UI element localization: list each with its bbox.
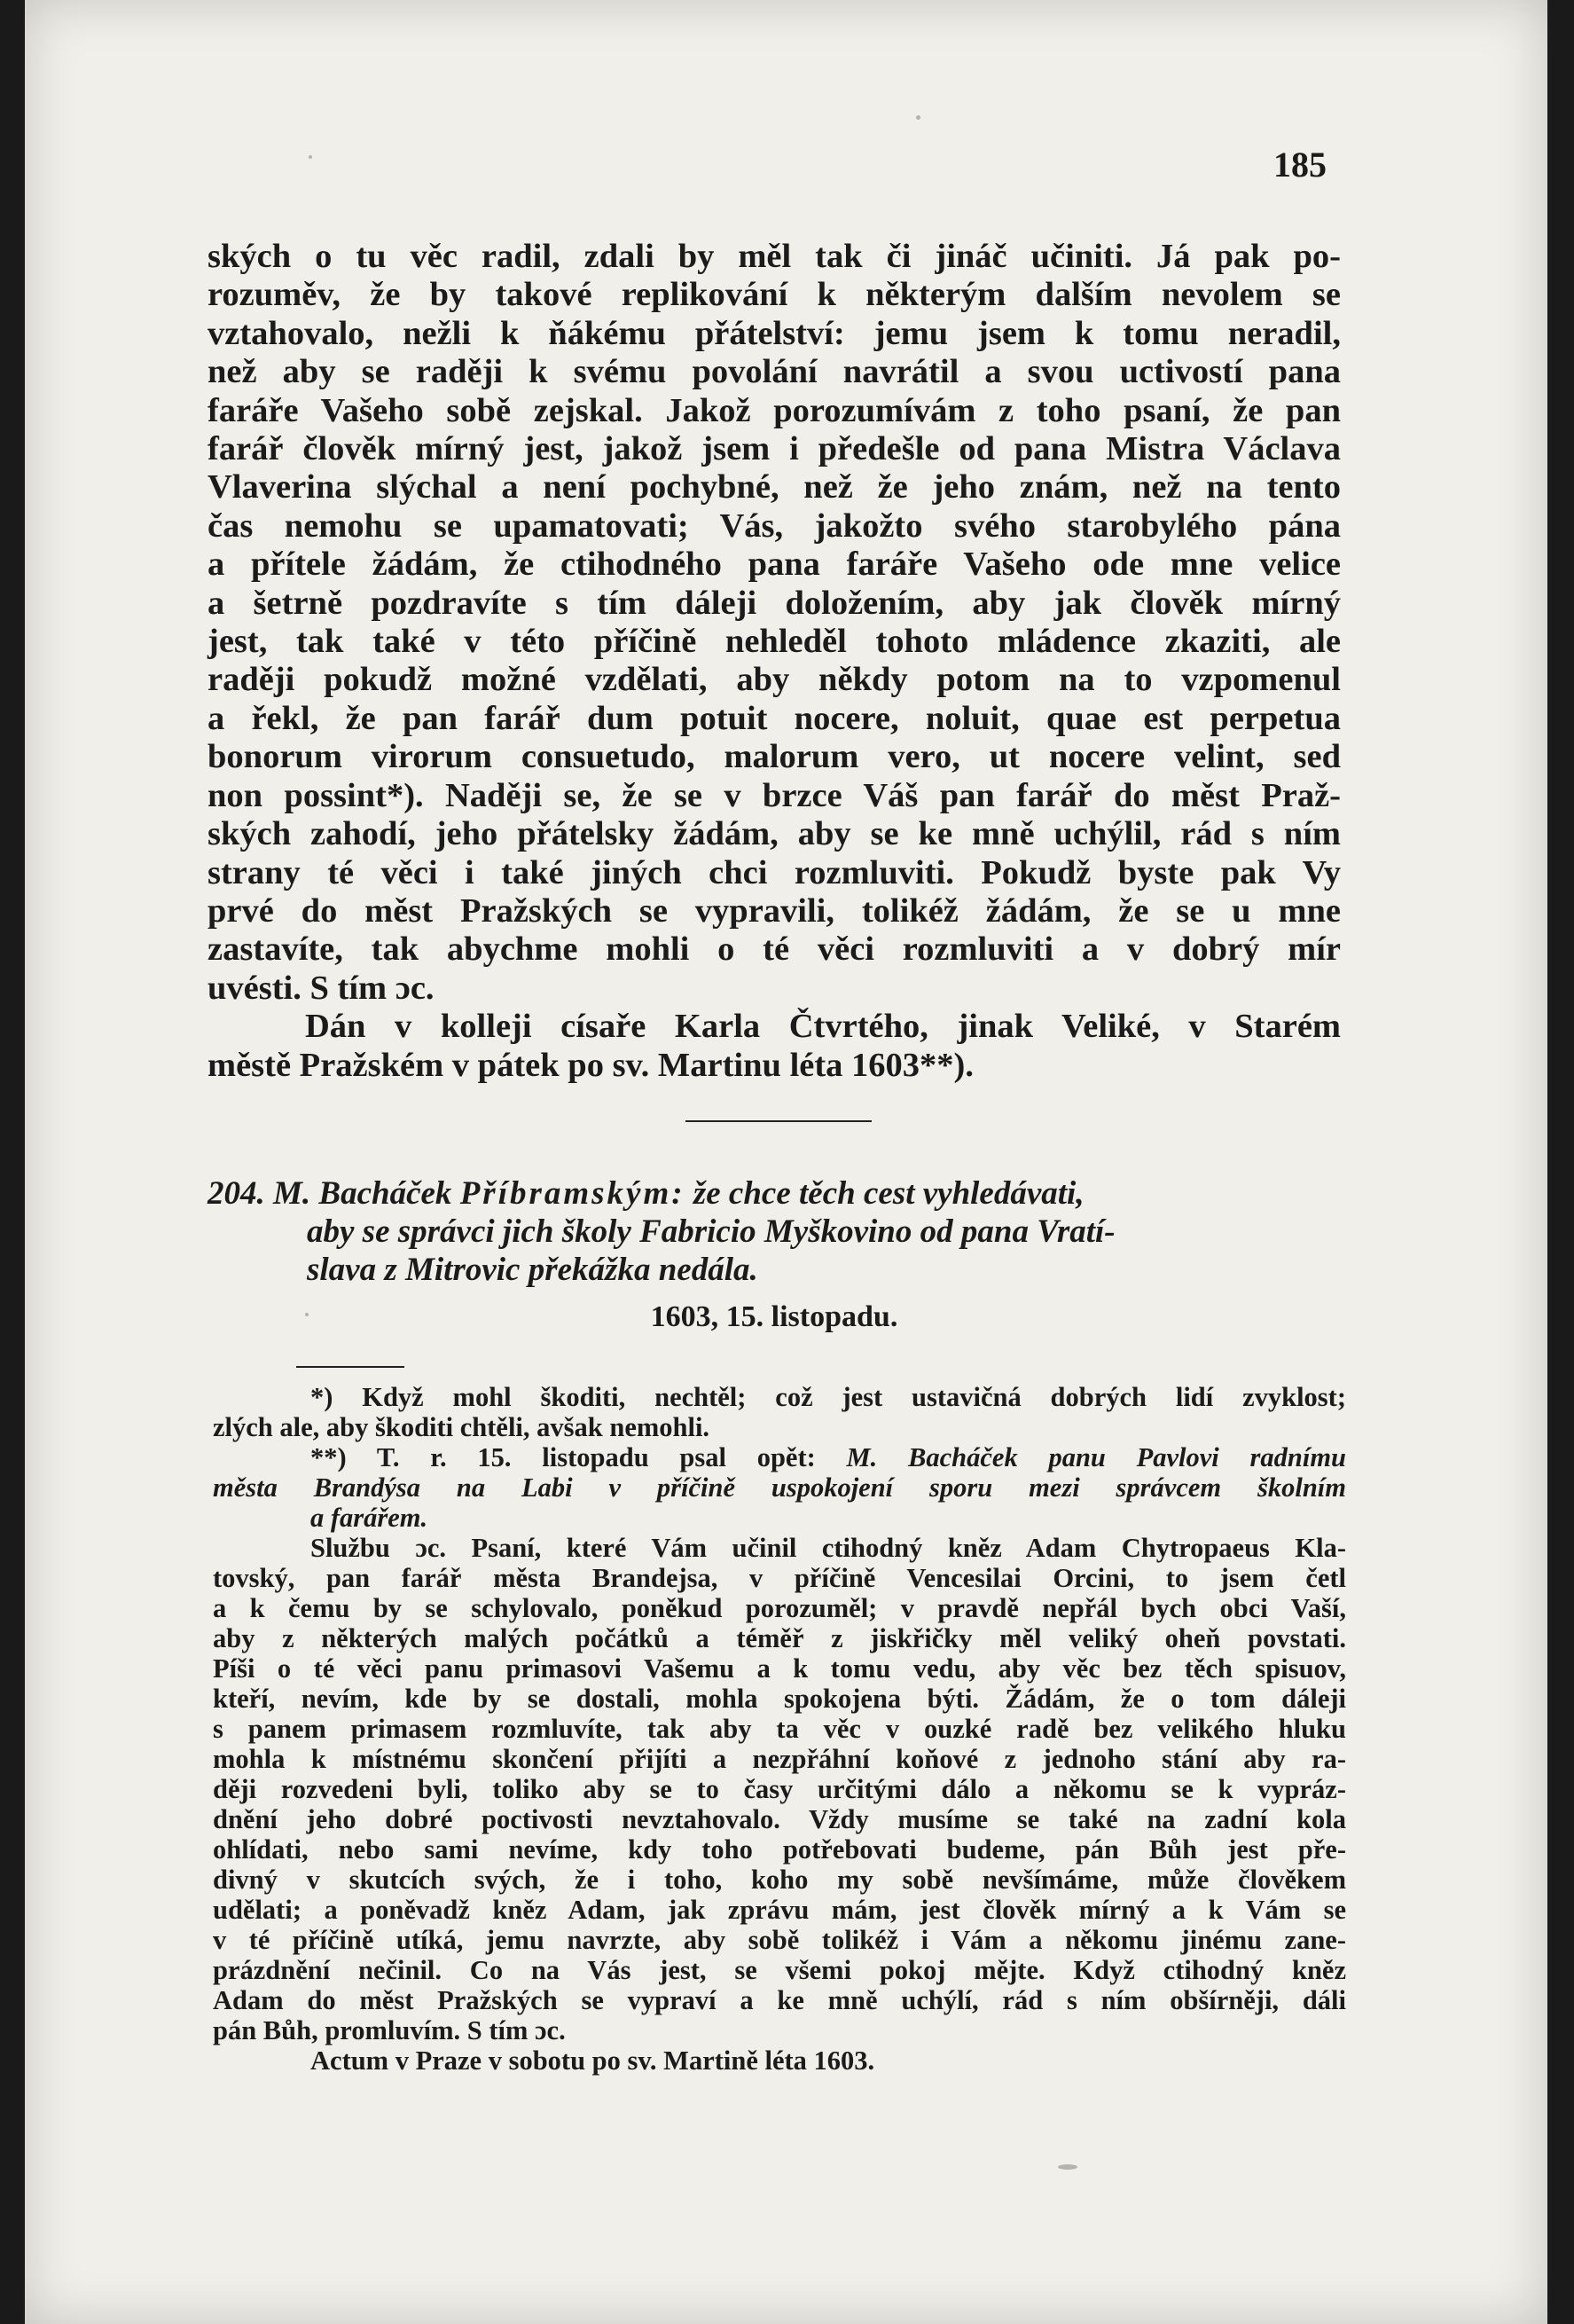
- footnote-line: [213, 1442, 1346, 1472]
- text-line: strany té věci i také jiných chci rozmluviti. Pokudž byste pak Vy: [208, 853, 1341, 891]
- footnote-line: divný v skutcích svých, že i toho, koho my sobě nevšímáme, může člověkem: [213, 1865, 1346, 1895]
- text-line: faráře Vašeho sobě zejskal. Jakož porozumívám z toho psaní, že pan: [208, 391, 1341, 429]
- letter-recipient: Příbramským:: [459, 1175, 685, 1212]
- footnote-closing: Actum v Praze v sobotu po sv. Martině léta 1603.: [310, 2045, 875, 2076]
- text-line: než aby se raději k svému povolání navrátil a svou uctivostí pana: [208, 353, 1341, 391]
- footnote-line: *) Když mohl škoditi, nechtěl; což jest ustavičná dobrých lidí zvyklost;: [310, 1382, 1346, 1412]
- letter-heading: [208, 1174, 1341, 1289]
- footnote-line: Adam do měst Pražských se vypraví a ke mně uchýlí, rád s ním obšírněji, dáli: [213, 1985, 1346, 2015]
- section-divider: [685, 1120, 872, 1122]
- text-line: vztahovalo, nežli k ňákému přátelství: jemu jsem k tomu neradil,: [208, 314, 1341, 352]
- text-line: Dán v kolleji císaře Karla Čtvrtého, jinak Veliké, v Starém: [305, 1008, 1341, 1046]
- letter-date: 1603, 15. listopadu.: [650, 1300, 898, 1333]
- footnote-line: a k čemu by se schylovalo, poněkud porozuměl; v pravdě nepřál bych obci Vaší,: [213, 1593, 1346, 1623]
- main-text: [208, 238, 1341, 1085]
- letter-number: 204.: [208, 1175, 265, 1212]
- footnote-line: s panem primasem rozmluvíte, tak aby ta věc v ouzké radě bez velikého hluku: [213, 1714, 1346, 1744]
- footnote-line: mohla k místnému skončení přijíti a nezpřáhní koňové z jednoho stání aby ra-: [213, 1744, 1346, 1774]
- text-line: ských zahodí, jeho přátelsky žádám, aby se ke mně uchýlil, rád s ním: [208, 815, 1341, 853]
- footnote-line: kteří, nevím, kde by se dostali, mohla spokojena býti. Žádám, že o tom dáleji: [213, 1684, 1346, 1714]
- page-number: 185: [1273, 145, 1327, 185]
- footnote-line: ději rozvedeni byli, toliko aby se to časy určitými dálo a někomu se k vypráz-: [213, 1774, 1346, 1804]
- footnote-title: a farářem.: [310, 1503, 428, 1533]
- text-line: zastavíte, tak abychme mohli o té věci rozmluviti a v dobrý mír: [208, 930, 1341, 969]
- heading-text: aby se správci jich školy Fabricio Myškovino od pana Vratí-: [307, 1213, 1116, 1250]
- footnote-title: M. Bacháček panu Pavlovi radnímu: [846, 1442, 1347, 1472]
- footnote-prefix: **) T. r. 15. listopadu psal opět:: [310, 1442, 816, 1472]
- text-line: uvésti. S tím ɔc.: [208, 969, 435, 1007]
- footnote-title: města Brandýsa na Labi v příčině uspokojení sporu mezi správcem školním: [213, 1472, 1346, 1503]
- footnote-line: tovský, pan farář města Brandejsa, v příčině Vencesilai Orcini, to jsem četl: [213, 1563, 1346, 1593]
- footnote-line: dnění jeho dobré poctivosti nevztahovalo. Vždy musíme se také na zadní kola: [213, 1804, 1346, 1834]
- text-line: ských o tu věc radil, zdali by měl tak či jináč učiniti. Já pak po-: [208, 238, 1341, 275]
- text-line: raději pokudž možné vzdělati, aby někdy potom na to vzpomenul: [208, 661, 1341, 699]
- text-line: městě Pražském v pátek po sv. Martinu léta 1603**).: [208, 1046, 974, 1084]
- text-line: čas nemohu se upamatovati; Vás, jakožto svého starobylého pána: [208, 506, 1341, 545]
- text-line: a řekl, že pan farář dum potuit nocere, noluit, quae est perpetua: [208, 699, 1341, 737]
- text-line: non possint*). Naději se, že se v brzce Váš pan farář do měst Praž-: [208, 776, 1341, 814]
- footnote-divider: [296, 1366, 404, 1368]
- letter-author: M. Bacháček: [273, 1175, 452, 1212]
- text-line: a šetrně pozdravíte s tím dáleji doložením, aby jak člověk mírný: [208, 584, 1341, 622]
- footnote-line: udělati; a poněvadž kněz Adam, jak zprávu mám, jest člověk mírný a k Vám se: [213, 1895, 1346, 1925]
- footnote-line: v té příčině utíká, jemu navrzte, aby sobě tolikéž i Vám a někomu jinému zane-: [213, 1925, 1346, 1955]
- footnote-line: zlých ale, aby škoditi chtěli, avšak nemohli.: [213, 1412, 710, 1442]
- footnote-line: prázdnění nečinil. Co na Vás jest, se všemi pokoj mějte. Když ctihodný kněz: [213, 1955, 1346, 1985]
- footnote-line: ohlídati, nebo sami nevíme, kdy toho potřebovati budeme, pán Bůh jest pře-: [213, 1834, 1346, 1865]
- text-line: jest, tak také v této příčině nehleděl tohoto mládence zkaziti, ale: [208, 623, 1341, 661]
- scan-speck: [309, 155, 312, 159]
- text-line: rozuměv, že by takové replikování k některým dalším nevolem se: [208, 276, 1341, 314]
- scan-speck: [305, 1313, 309, 1316]
- text-line: Vlaverina slýchal a není pochybné, než že jeho znám, než na tento: [208, 468, 1341, 506]
- heading-text: že chce těch cest vyhledávati,: [693, 1175, 1085, 1212]
- text-line: prvé do měst Pražských se vypravili, tolikéž žádám, že se u mne: [208, 891, 1341, 930]
- footnotes: [213, 1382, 1346, 2076]
- scanned-page: [25, 0, 1547, 2324]
- heading-text: slava z Mitrovic překážka nedála.: [307, 1252, 758, 1288]
- footnote-line: Píši o té věci panu primasovi Vašemu a k tomu vedu, aby věc bez těch spisuov,: [213, 1653, 1346, 1684]
- text-line: a přítele žádám, že ctihodného pana faráře Vašeho ode mne velice: [208, 546, 1341, 584]
- scan-speck: [916, 115, 920, 120]
- footnote-line: pán Bůh, promluvím. S tím ɔc.: [213, 2015, 566, 2045]
- footnote-line: Službu ɔc. Psaní, které Vám učinil ctihodný kněz Adam Chytropaeus Kla-: [310, 1533, 1346, 1563]
- text-line: farář člověk mírný jest, jakož jsem i předešle od pana Mistra Václava: [208, 430, 1341, 468]
- text-line: bonorum virorum consuetudo, malorum vero, ut nocere velint, sed: [208, 738, 1341, 776]
- scan-speck: [1058, 2164, 1077, 2170]
- footnote-line: aby z některých malých počátků a téměř z jiskřičky měl veliký oheň povstati.: [213, 1623, 1346, 1653]
